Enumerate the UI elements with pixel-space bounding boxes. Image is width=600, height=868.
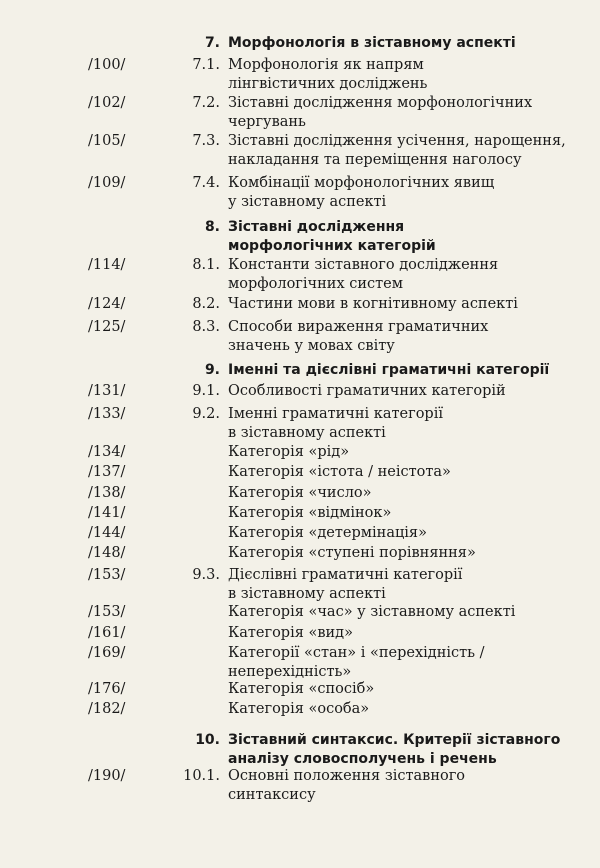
entry-title: Категорії «стан» і «перехідність / неперехідність» [228,645,485,680]
page-ref: /176/ [88,681,126,697]
entry-number: 8.2. [192,296,220,312]
page-ref: /124/ [88,296,126,312]
page-ref: /182/ [88,701,126,717]
page-ref: /109/ [88,175,126,191]
entry-number: 7.3. [192,133,220,149]
entry-title: Категорія «рід» [228,444,350,460]
entry-title: Категорія «вид» [228,625,353,641]
entry-number: 9.1. [192,383,220,399]
entry-title: Основні положення зіставного синтаксису [228,768,466,803]
page-ref: /102/ [88,95,126,111]
section-number: 9. [204,362,220,378]
entry-number: 8.3. [192,319,220,335]
page-ref: /144/ [88,525,126,541]
section-title: Зіставний синтаксис. Критерії зіставного аналізу словосполучень і речень [228,732,561,767]
entry-number: 7.4. [192,175,220,191]
page-ref: /114/ [88,257,126,273]
entry-title: Іменні граматичні категорії в зіставному аспекті [228,406,443,441]
entry-title: Комбінації морфонологічних явищ у зіставному аспекті [228,175,495,210]
section-number: 7. [204,35,220,51]
entry-title: Категорія «істота / неістота» [228,464,451,480]
page-ref: /190/ [88,768,126,784]
entry-title: Константи зіставного дослідження морфологічних систем [228,257,499,292]
entry-number: 8.1. [192,257,220,273]
entry-title: Категорія «ступені порівняння» [228,545,476,561]
entry-title: Категорія «число» [228,485,372,501]
page-ref: /138/ [88,485,126,501]
entry-title: Категорія «спосіб» [228,681,375,697]
page-ref: /141/ [88,505,126,521]
page-ref: /134/ [88,444,126,460]
entry-number: 9.2. [192,406,220,422]
page-ref: /153/ [88,604,126,620]
entry-title: Морфонологія як напрям лінгвістичних досліджень [228,57,428,92]
entry-title: Категорія «час» у зіставному аспекті [228,604,516,620]
section-number: 10. [195,732,220,748]
page-ref: /125/ [88,319,126,335]
entry-number: 9.3. [192,567,220,583]
section-title: Зіставні дослідження морфологічних категорій [228,219,436,254]
page-ref: /153/ [88,567,126,583]
entry-title: Зіставні дослідження усічення, нарощення, накладання та переміщення наголосу [228,133,566,168]
section-number: 8. [204,219,220,235]
page-ref: /161/ [88,625,126,641]
entry-title: Особливості граматичних категорій [228,383,506,399]
section-title: Іменні та дієслівні граматичні категорії [228,362,550,378]
page-ref: /169/ [88,645,126,661]
entry-title: Категорія «детермінація» [228,525,427,541]
entry-number: 7.1. [192,57,220,73]
entry-number: 7.2. [192,95,220,111]
entry-title: Частини мови в когнітивному аспекті [228,296,518,312]
page-ref: /100/ [88,57,126,73]
section-title: Морфонологія в зіставному аспекті [228,35,516,51]
page-ref: /131/ [88,383,126,399]
entry-title: Способи вираження граматичних значень у мовах світу [228,319,489,354]
page-ref: /137/ [88,464,126,480]
entry-title: Зіставні дослідження морфонологічних чергувань [228,95,533,130]
page-ref: /105/ [88,133,126,149]
page-ref: /133/ [88,406,126,422]
entry-number: 10.1. [183,768,220,784]
entry-title: Категорія «особа» [228,701,370,717]
page-ref: /148/ [88,545,126,561]
entry-title: Дієслівні граматичні категорії в зіставному аспекті [228,567,463,602]
entry-title: Категорія «відмінок» [228,505,392,521]
